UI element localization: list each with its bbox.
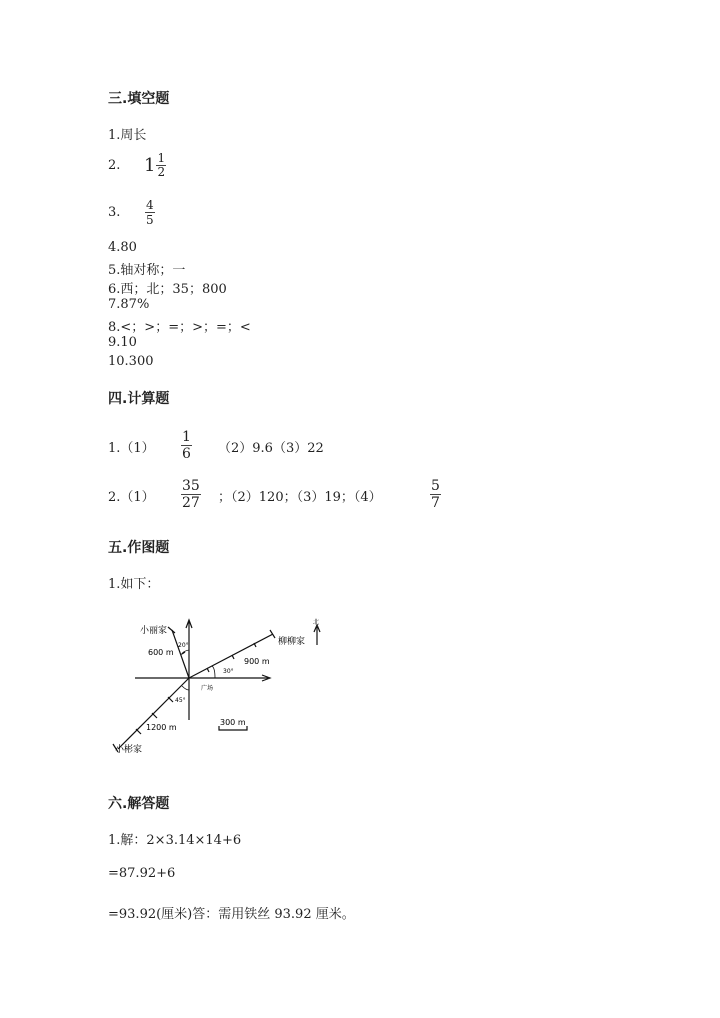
fraction-numerator: 1 [182, 429, 191, 445]
answer-4-2-label: 2.（1） [108, 490, 155, 505]
section-title-fill-in: 三.填空题 [108, 91, 170, 107]
answer-3-10: 10.300 [108, 354, 154, 369]
fraction-denominator: 6 [182, 446, 191, 462]
answer-4-1-label: 1.（1） [108, 441, 155, 456]
section-title-drawing: 五.作图题 [108, 540, 170, 556]
fraction-denominator: 5 [146, 213, 154, 227]
answer-3-5: 5.轴对称；一 [108, 263, 186, 278]
solution-line-1: 1.解：2×3.14×14+6 [108, 833, 242, 848]
solution-line-2: =87.92+6 [108, 866, 176, 881]
angle-30: 30° [223, 668, 234, 675]
solution-line-3: =93.92(厘米)答：需用铁丝 93.92 厘米。 [108, 907, 355, 922]
distance-1200: 1200 m [146, 723, 177, 732]
section-title-calculation: 四.计算题 [108, 391, 170, 407]
fraction-numerator: 5 [431, 478, 440, 494]
answer-3-9: 9.10 [108, 335, 137, 350]
answer-3-2-label: 2. [108, 158, 121, 173]
label-xiaobin-home: 小彬家 [115, 745, 143, 755]
distance-900: 900 m [244, 657, 270, 666]
label-liuliu-home: 柳柳家 [278, 637, 306, 647]
section-title-solution: 六.解答题 [108, 796, 170, 812]
label-xiaoli-home: 小丽家 [140, 626, 168, 636]
answer-3-7: 7.87% [108, 297, 150, 312]
scale-label: 300 m [220, 718, 246, 727]
fraction-denominator: 7 [431, 495, 440, 511]
mixed-whole: 1 [144, 155, 156, 176]
answer-4-1-rest: （2）9.6（3）22 [218, 441, 324, 456]
fraction-denominator: 27 [182, 495, 200, 511]
label-north: 北 [313, 619, 320, 626]
answer-3-1: 1.周长 [108, 128, 147, 143]
fraction-numerator: 4 [146, 198, 154, 212]
answer-3-4: 4.80 [108, 240, 137, 255]
label-square: 广场 [201, 685, 214, 692]
fraction-denominator: 2 [157, 165, 166, 179]
answer-3-8: 8.<；>；=；>；=；< [108, 320, 251, 335]
answer-5-1: 1.如下： [108, 577, 160, 592]
fraction-numerator: 35 [182, 478, 200, 494]
answer-3-3-label: 3. [108, 205, 121, 220]
distance-600: 600 m [148, 648, 174, 657]
answer-3-6: 6.西；北；35；800 [108, 282, 227, 297]
answer-4-2-middle: ；（2）120；（3）19；（4） [218, 490, 382, 505]
angle-20: 20° [178, 642, 189, 649]
angle-45: 45° [175, 697, 186, 704]
fraction-numerator: 1 [157, 151, 166, 165]
